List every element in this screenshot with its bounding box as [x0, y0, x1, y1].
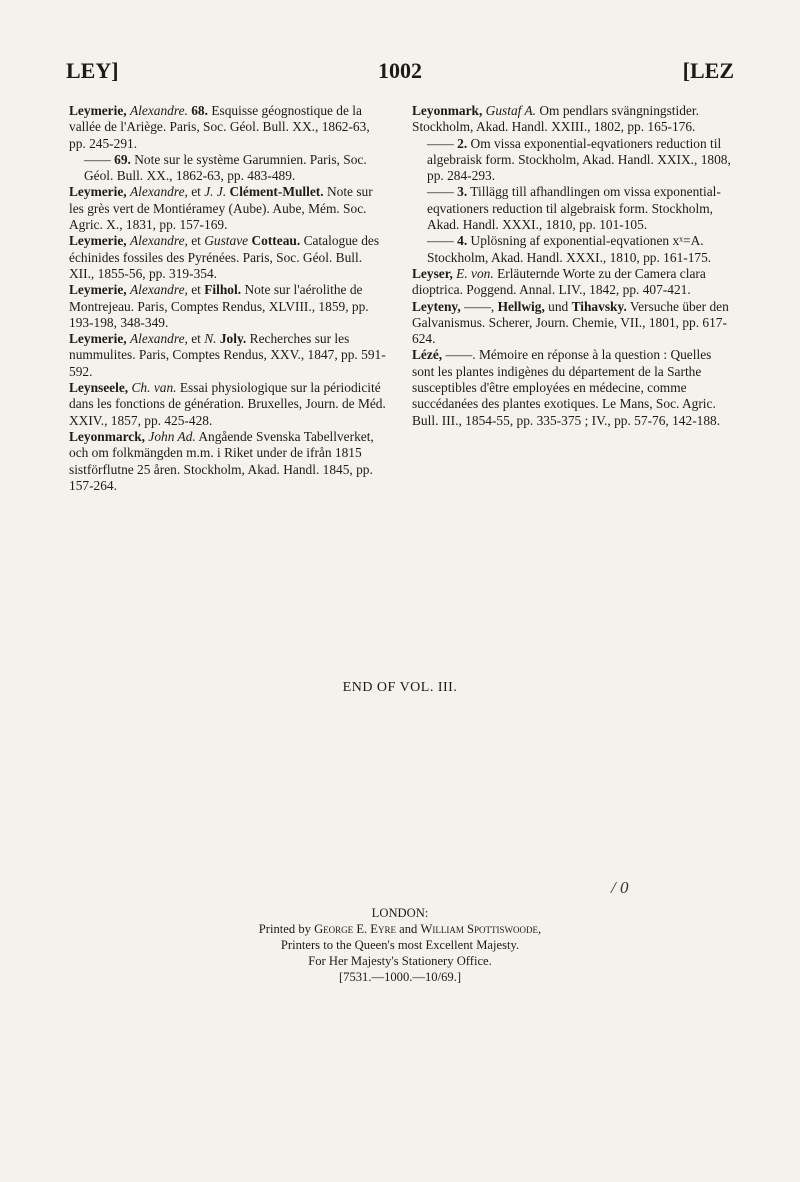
imprint-office: For Her Majesty's Stationery Office.: [308, 954, 492, 968]
catalogue-entry: Leynseele, Ch. van. Essai physiologique sur la périodicité dans les fonctions de génération. Bruxelles, Journ. de Méd. XXIV., 1857, pp. 425-428.: [69, 380, 386, 428]
printer-imprint: [0, 905, 800, 985]
catalogue-entry: Leyonmark, Gustaf A. Om pendlars svängningstider. Stockholm, Akad. Handl. XXIII., 1802, pp. 165-176.: [412, 103, 699, 135]
catalogue-entry: Leyser, E. von. Erläuternde Worte zu der Camera clara dioptrica. Poggend. Annal. LIV., 1842, pp. 407-421.: [412, 265, 706, 298]
catalogue-entry: —— 2. Om vissa exponential-eqvationers reduction til algebraisk form. Stockholm, Akad. Handl. XXIX., 1808, pp. 284-293.: [427, 135, 731, 184]
catalogue-entry: Leymerie, Alexandre. 68. Esquisse géognostique de la vallée de l'Ariège. Paris, Soc. Géol. Bull. XX., 1862-63, pp. 245-291.: [69, 103, 370, 151]
catalogue-entry: Leymerie, Alexandre, et Gustave Cotteau. Catalogue des échinides fossiles des Pyrénées. Paris, Soc. Géol. Bull. XII., 1855-56, pp. 319-354.: [69, 233, 380, 281]
right-column: [412, 103, 732, 429]
catalogue-entry: —— 3. Tillägg till afhandlingen om vissa exponential-eqvationers reduction til algebraisk form. Stockholm, Akad. Handl. XXXI., 1810, pp. 101-105.: [427, 184, 721, 233]
imprint-code: [7531.—1000.—10/69.]: [338, 970, 462, 984]
catalogue-entry: —— 4. Uplösning af exponential-eqvationen xˣ=A. Stockholm, Akad. Handl. XXXI., 1810, pp. 161-175.: [427, 233, 712, 265]
imprint-city: LONDON:: [371, 906, 429, 920]
catalogue-entry: —— 69. Note sur le système Garumnien. Paris, Soc. Géol. Bull. XX., 1862-63, pp. 483-489.: [84, 151, 367, 184]
imprint-printers: Printed by George E. Eyre and William Spottiswoode,: [258, 922, 542, 936]
header-range-start: LEY]: [66, 58, 119, 83]
handwritten-mark: / 0: [611, 878, 629, 897]
left-column: [69, 103, 389, 494]
catalogue-entry: Leymerie, Alexandre, et N. Joly. Recherches sur les nummulites. Paris, Comptes Rendus, XXV., 1847, pp. 591-592.: [69, 331, 386, 379]
catalogue-entry: Leymerie, Alexandre, et J. J. Clément-Mullet. Note sur les grès vert de Montiéramey (Aube). Aube, Mém. Soc. Agric. X., 1831, pp. 157-169.: [69, 184, 373, 233]
catalogue-entry: Lézé, ——. Mémoire en réponse à la question : Quelles sont les plantes indigènes du département de la Sarthe susceptibles d'être employées en médecine, comme succédanées des plantes exotiques. Le Mans, Soc. Agric. Bull. III., 1854-55, pp. 335-375 ; IV., pp. 57-76, 142-188.: [412, 347, 721, 428]
end-of-volume: END OF VOL. III.: [342, 680, 458, 695]
catalogue-entry: Leyonmarck, John Ad. Angående Svenska Tabellverket, och om folkmängden m.m. i Riket under de ifrån 1815 sistförflutne 25 åren. Stockholm, Akad. Handl. 1845, pp. 157-264.: [69, 428, 374, 493]
catalogue-entry: Leymerie, Alexandre, et Filhol. Note sur l'aérolithe de Montrejeau. Paris, Comptes Rendus, XLVIII., 1859, pp. 193-198, 348-349.: [69, 282, 369, 330]
header-range-end: [LEZ: [682, 58, 734, 83]
running-header: [66, 58, 734, 86]
catalogue-entry: Leyteny, ——, Hellwig, und Tihavsky. Versuche über den Galvanismus. Scherer, Journ. Chemie, VII., 1801, pp. 617-624.: [412, 298, 729, 347]
imprint-appointment: Printers to the Queen's most Excellent Majesty.: [280, 938, 520, 952]
page-number: 1002: [378, 58, 422, 83]
